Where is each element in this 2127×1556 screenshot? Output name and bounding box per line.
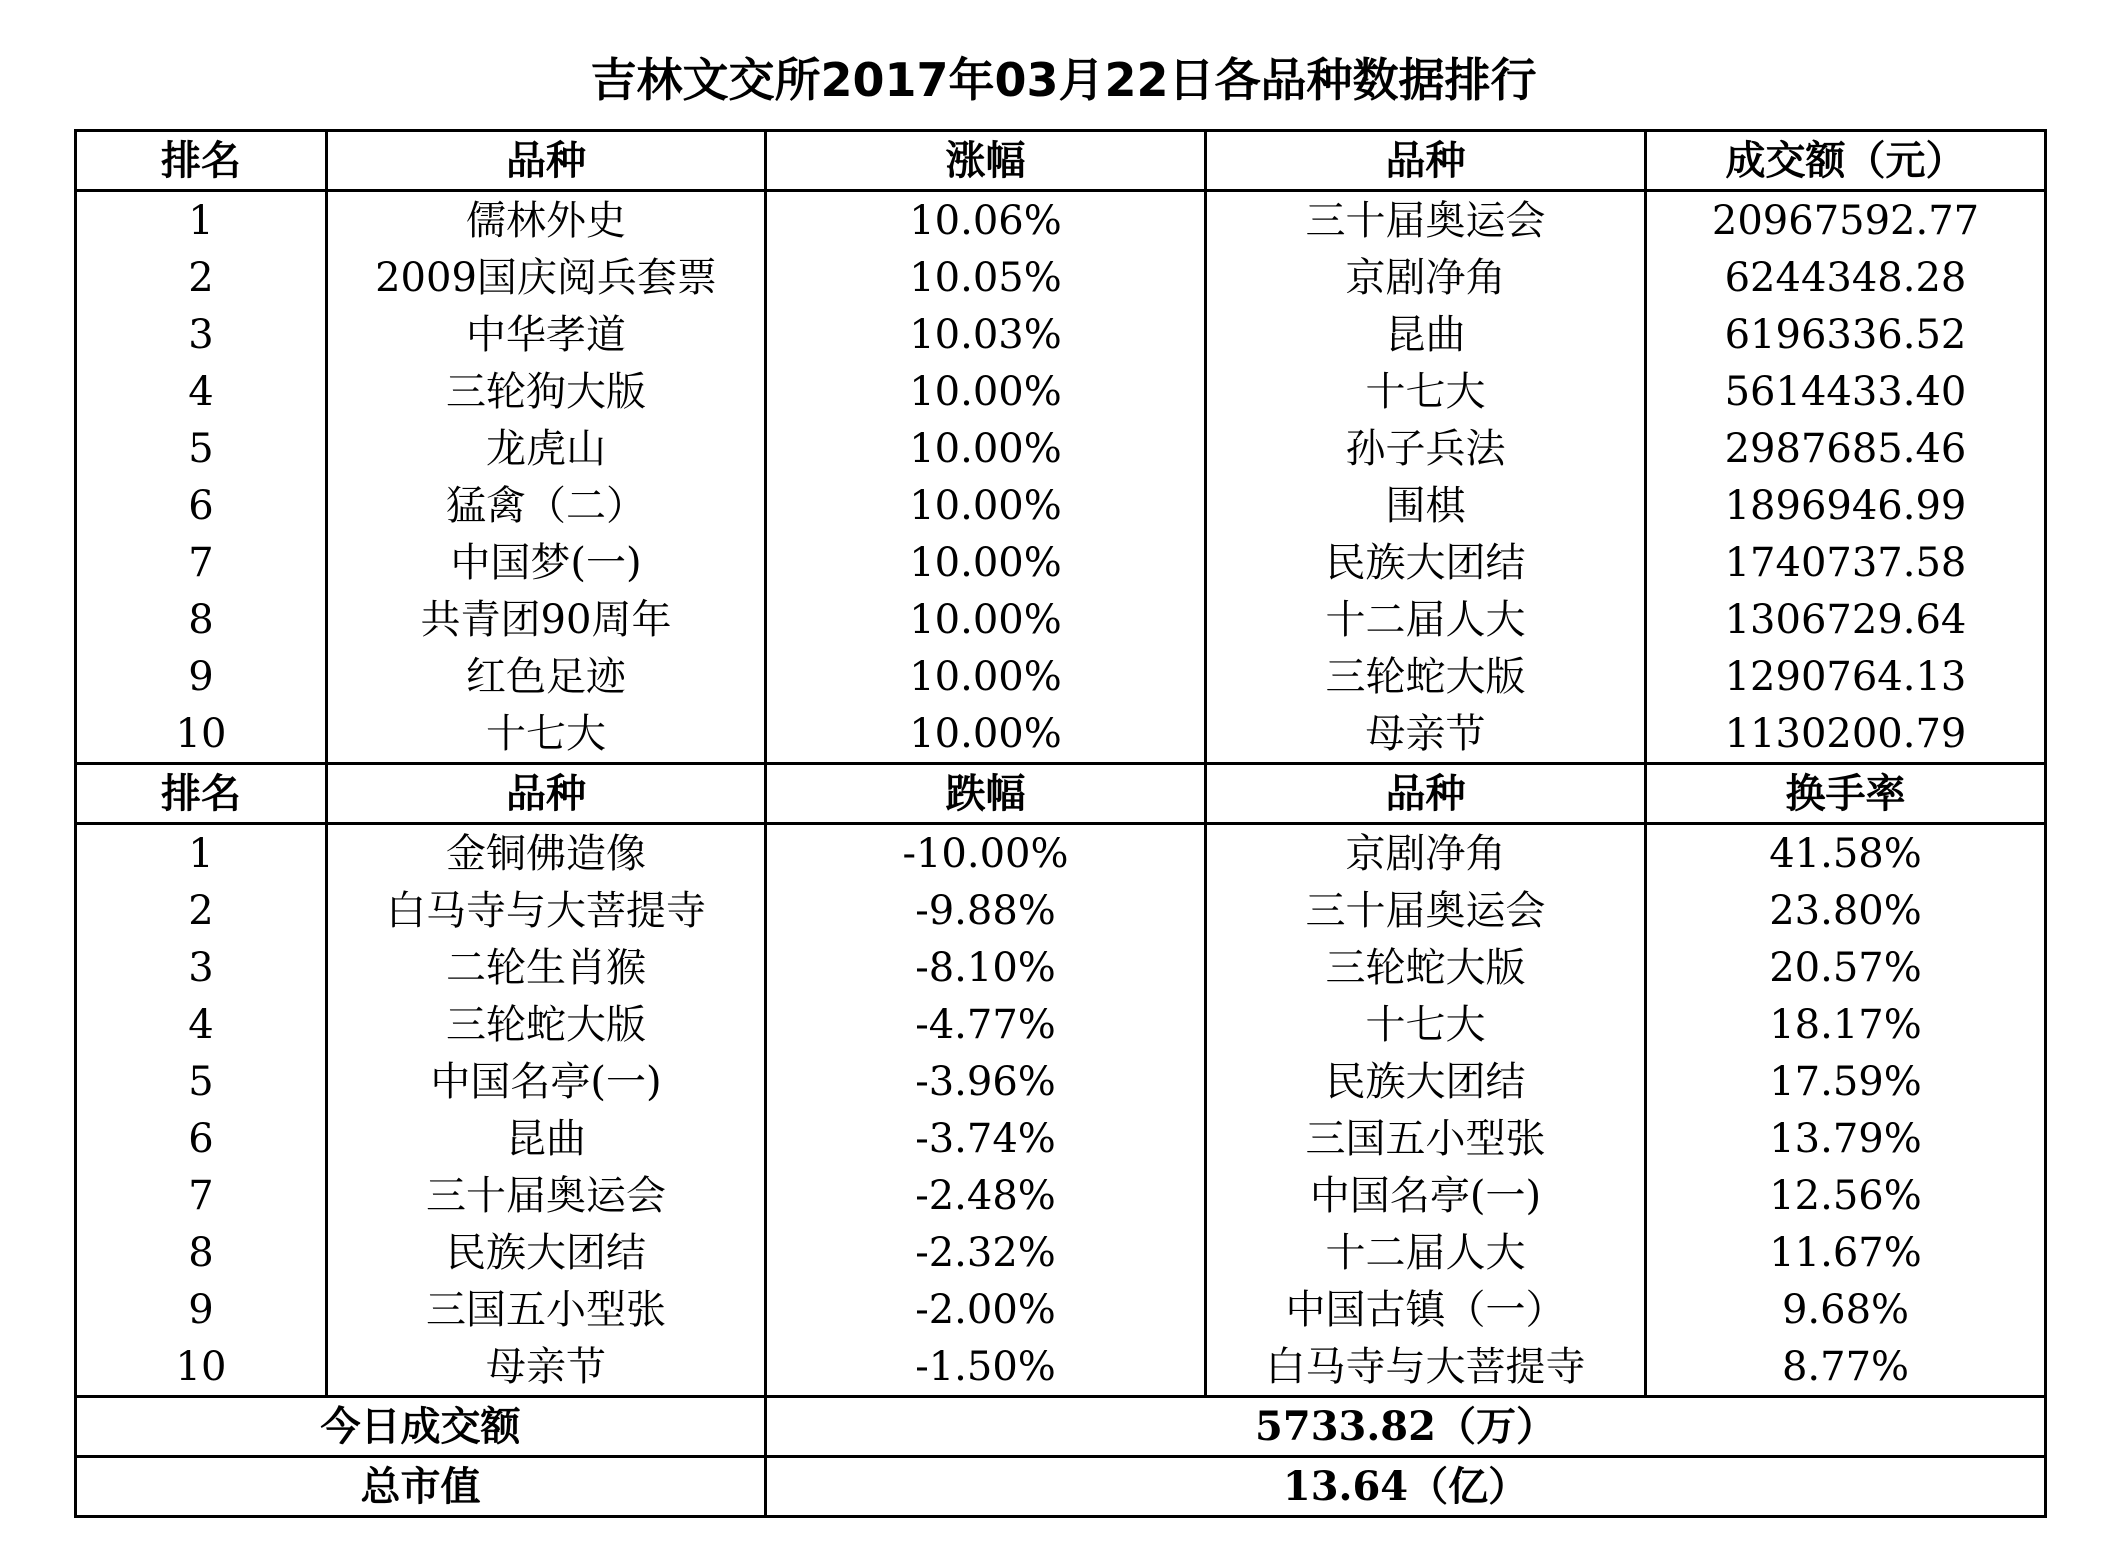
table-row [76, 420, 2046, 477]
variety-cell: 三轮蛇大版 [1206, 939, 1646, 996]
page-title: 吉林文交所2017年03月22日各品种数据排行 [590, 53, 1537, 107]
table-row [76, 534, 2046, 591]
variety-cell: 红色足迹 [327, 648, 766, 705]
rank-cell: 7 [76, 534, 327, 591]
loss-pct-cell: -2.00% [766, 1281, 1206, 1338]
variety-cell: 民族大团结 [1206, 1053, 1646, 1110]
variety-cell: 中国名亭(一) [1206, 1167, 1646, 1224]
variety-cell: 围棋 [1206, 477, 1646, 534]
header-variety: 品种 [327, 764, 766, 824]
gain-header-row [76, 131, 2046, 191]
rank-cell: 4 [76, 996, 327, 1053]
table-row [76, 882, 2046, 939]
variety-cell: 京剧净角 [1206, 249, 1646, 306]
gain-pct-cell: 10.00% [766, 420, 1206, 477]
variety-cell: 昆曲 [1206, 306, 1646, 363]
table-row [76, 363, 2046, 420]
table-row [76, 648, 2046, 705]
rank-cell: 4 [76, 363, 327, 420]
rank-cell: 9 [76, 1281, 327, 1338]
variety-cell: 三国五小型张 [327, 1281, 766, 1338]
loss-pct-cell: -1.50% [766, 1338, 1206, 1397]
variety-cell: 十七大 [1206, 363, 1646, 420]
gain-pct-cell: 10.06% [766, 191, 1206, 250]
rank-cell: 3 [76, 306, 327, 363]
turnover-rate-cell: 18.17% [1646, 996, 2046, 1053]
table-row [76, 996, 2046, 1053]
turnover-rate-cell: 23.80% [1646, 882, 2046, 939]
turnover-value: 5733.82（万） [766, 1397, 2046, 1457]
turnover-rate-cell: 9.68% [1646, 1281, 2046, 1338]
variety-cell: 龙虎山 [327, 420, 766, 477]
turnover-cell: 6244348.28 [1646, 249, 2046, 306]
rank-cell: 7 [76, 1167, 327, 1224]
table-row [76, 939, 2046, 996]
variety-cell: 金铜佛造像 [327, 824, 766, 883]
rank-cell: 1 [76, 824, 327, 883]
rank-cell: 8 [76, 1224, 327, 1281]
variety-cell: 十七大 [1206, 996, 1646, 1053]
table-row [76, 306, 2046, 363]
variety-cell: 共青团90周年 [327, 591, 766, 648]
header-variety: 品种 [1206, 131, 1646, 191]
table-row [76, 249, 2046, 306]
table-row [76, 191, 2046, 250]
variety-cell: 三国五小型张 [1206, 1110, 1646, 1167]
turnover-cell: 1306729.64 [1646, 591, 2046, 648]
turnover-rate-cell: 12.56% [1646, 1167, 2046, 1224]
variety-cell: 白马寺与大菩提寺 [1206, 1338, 1646, 1397]
rank-cell: 6 [76, 1110, 327, 1167]
header-rank: 排名 [76, 131, 327, 191]
variety-cell: 十七大 [327, 705, 766, 764]
loss-section [76, 764, 2046, 1397]
rank-cell: 6 [76, 477, 327, 534]
variety-cell: 三轮狗大版 [327, 363, 766, 420]
variety-cell: 二轮生肖猴 [327, 939, 766, 996]
table-row [76, 1053, 2046, 1110]
market-cap-row [76, 1457, 2046, 1517]
gain-pct-cell: 10.03% [766, 306, 1206, 363]
variety-cell: 中国梦(一) [327, 534, 766, 591]
market-cap-label: 总市值 [76, 1457, 766, 1517]
market-cap-value: 13.64（亿） [766, 1457, 2046, 1517]
rank-cell: 1 [76, 191, 327, 250]
variety-cell: 昆曲 [327, 1110, 766, 1167]
header-loss-pct: 跌幅 [766, 764, 1206, 824]
loss-pct-cell: -2.32% [766, 1224, 1206, 1281]
table-row [76, 477, 2046, 534]
turnover-rate-cell: 11.67% [1646, 1224, 2046, 1281]
gain-section [76, 131, 2046, 764]
turnover-cell: 1130200.79 [1646, 705, 2046, 764]
turnover-rate-cell: 20.57% [1646, 939, 2046, 996]
turnover-rate-cell: 17.59% [1646, 1053, 2046, 1110]
variety-cell: 十二届人大 [1206, 591, 1646, 648]
gain-pct-cell: 10.00% [766, 534, 1206, 591]
gain-pct-cell: 10.05% [766, 249, 1206, 306]
table-row [76, 1167, 2046, 1224]
rank-cell: 3 [76, 939, 327, 996]
loss-pct-cell: -4.77% [766, 996, 1206, 1053]
turnover-cell: 1290764.13 [1646, 648, 2046, 705]
gain-pct-cell: 10.00% [766, 477, 1206, 534]
variety-cell: 2009国庆阅兵套票 [327, 249, 766, 306]
header-gain-pct: 涨幅 [766, 131, 1206, 191]
variety-cell: 三轮蛇大版 [327, 996, 766, 1053]
header-turnover-rate: 换手率 [1646, 764, 2046, 824]
variety-cell: 三十届奥运会 [327, 1167, 766, 1224]
loss-header-row [76, 764, 2046, 824]
table-row [76, 705, 2046, 764]
gain-pct-cell: 10.00% [766, 705, 1206, 764]
turnover-cell: 5614433.40 [1646, 363, 2046, 420]
variety-cell: 母亲节 [1206, 705, 1646, 764]
gain-pct-cell: 10.00% [766, 363, 1206, 420]
ranking-table [74, 129, 2047, 1518]
variety-cell: 三十届奥运会 [1206, 191, 1646, 250]
rank-cell: 2 [76, 249, 327, 306]
turnover-cell: 1740737.58 [1646, 534, 2046, 591]
variety-cell: 民族大团结 [327, 1224, 766, 1281]
variety-cell: 京剧净角 [1206, 824, 1646, 883]
rank-cell: 2 [76, 882, 327, 939]
loss-pct-cell: -8.10% [766, 939, 1206, 996]
header-variety: 品种 [1206, 764, 1646, 824]
variety-cell: 中国古镇（一） [1206, 1281, 1646, 1338]
turnover-rate-cell: 41.58% [1646, 824, 2046, 883]
gain-pct-cell: 10.00% [766, 648, 1206, 705]
turnover-label: 今日成交额 [76, 1397, 766, 1457]
turnover-summary-row [76, 1397, 2046, 1457]
turnover-rate-cell: 13.79% [1646, 1110, 2046, 1167]
rank-cell: 10 [76, 705, 327, 764]
table-row [76, 1110, 2046, 1167]
summary-section [76, 1397, 2046, 1517]
turnover-cell: 1896946.99 [1646, 477, 2046, 534]
header-rank: 排名 [76, 764, 327, 824]
variety-cell: 三十届奥运会 [1206, 882, 1646, 939]
table-row [76, 824, 2046, 883]
loss-pct-cell: -9.88% [766, 882, 1206, 939]
variety-cell: 三轮蛇大版 [1206, 648, 1646, 705]
rank-cell: 9 [76, 648, 327, 705]
loss-pct-cell: -3.96% [766, 1053, 1206, 1110]
variety-cell: 十二届人大 [1206, 1224, 1646, 1281]
variety-cell: 猛禽（二） [327, 477, 766, 534]
gain-pct-cell: 10.00% [766, 591, 1206, 648]
variety-cell: 中国名亭(一) [327, 1053, 766, 1110]
rank-cell: 5 [76, 420, 327, 477]
loss-pct-cell: -2.48% [766, 1167, 1206, 1224]
loss-pct-cell: -3.74% [766, 1110, 1206, 1167]
table-row [76, 591, 2046, 648]
rank-cell: 8 [76, 591, 327, 648]
turnover-rate-cell: 8.77% [1646, 1338, 2046, 1397]
variety-cell: 儒林外史 [327, 191, 766, 250]
table-row [76, 1224, 2046, 1281]
turnover-cell: 2987685.46 [1646, 420, 2046, 477]
rank-cell: 5 [76, 1053, 327, 1110]
table-row [76, 1338, 2046, 1397]
variety-cell: 母亲节 [327, 1338, 766, 1397]
variety-cell: 孙子兵法 [1206, 420, 1646, 477]
table-row [76, 1281, 2046, 1338]
header-variety: 品种 [327, 131, 766, 191]
variety-cell: 白马寺与大菩提寺 [327, 882, 766, 939]
rank-cell: 10 [76, 1338, 327, 1397]
turnover-cell: 20967592.77 [1646, 191, 2046, 250]
turnover-cell: 6196336.52 [1646, 306, 2046, 363]
loss-pct-cell: -10.00% [766, 824, 1206, 883]
variety-cell: 民族大团结 [1206, 534, 1646, 591]
header-turnover: 成交额（元） [1646, 131, 2046, 191]
variety-cell: 中华孝道 [327, 306, 766, 363]
